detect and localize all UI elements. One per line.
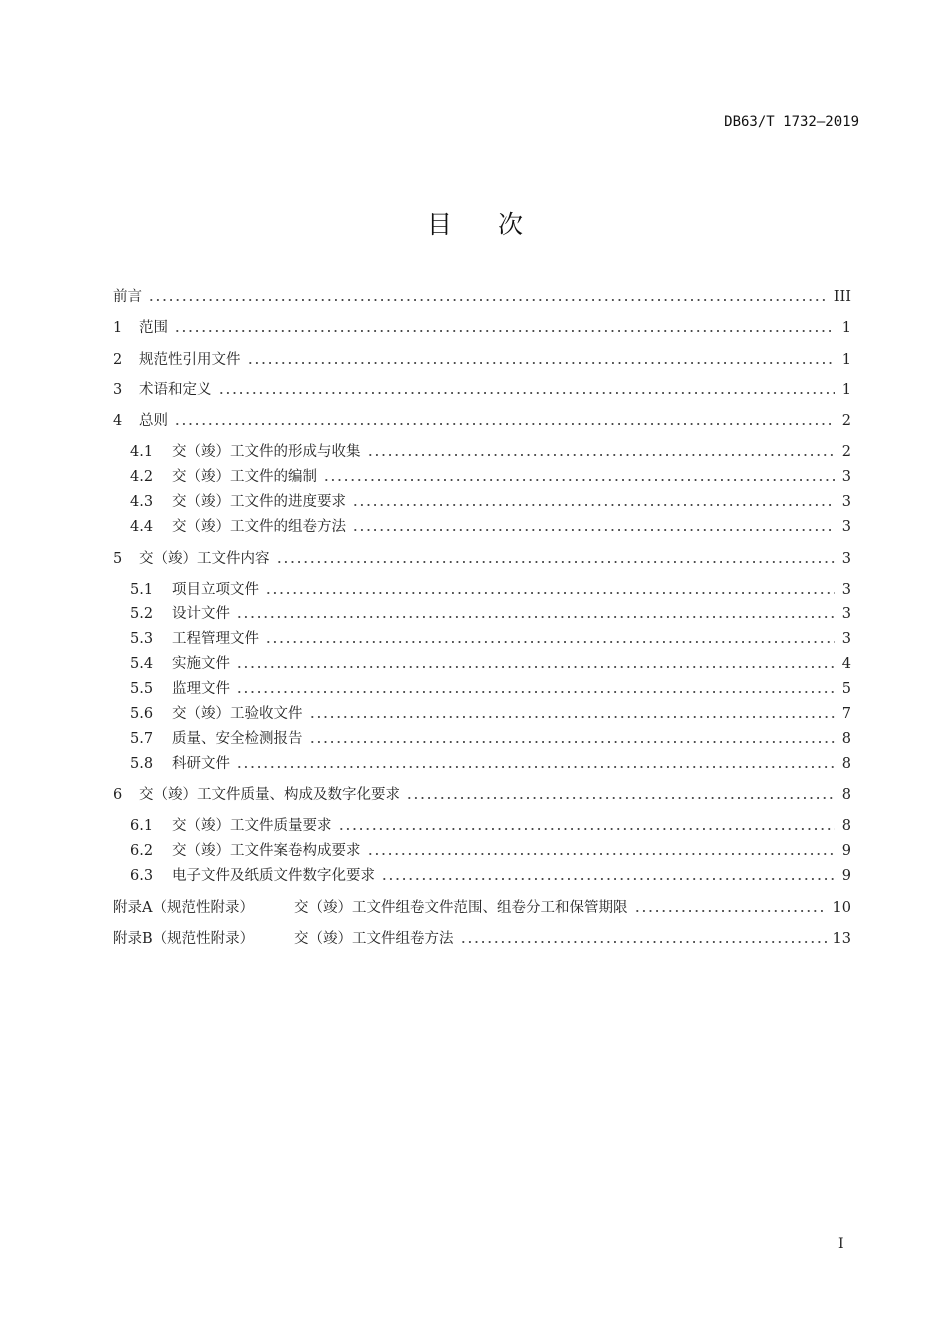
toc-entry[interactable] [113, 929, 851, 949]
dot-leader [309, 715, 836, 719]
toc-entry-number: 4.4 [130, 519, 154, 535]
toc-entry-page: 3 [841, 631, 851, 647]
toc-entry[interactable] [130, 629, 851, 649]
toc-entry-label: 交（竣）工文件质量要求 [172, 818, 332, 834]
toc-entry-number: 5 [113, 551, 123, 567]
toc-entry-page: 1 [841, 352, 851, 368]
toc-entry-label: 交（竣）工文件的组卷方法 [172, 519, 346, 535]
toc-entry-page: 8 [841, 787, 851, 803]
toc-entry-page: 8 [841, 818, 851, 834]
toc-entry-number: 6.1 [130, 818, 154, 834]
toc-entry-number: 5.5 [130, 681, 154, 697]
toc-entry-page: 1 [841, 382, 851, 398]
toc-entry-label: 交（竣）工文件的编制 [172, 469, 317, 485]
dot-leader [265, 591, 835, 595]
toc-entry[interactable] [130, 679, 851, 699]
toc-entry-number: 4.1 [130, 444, 154, 460]
toc-entry-label: 电子文件及纸质文件数字化要求 [172, 868, 375, 884]
toc-entry[interactable] [130, 816, 851, 836]
toc-entry-page: 4 [841, 656, 851, 672]
toc-entry-label: 交（竣）工文件组卷文件范围、组卷分工和保管期限 [294, 900, 628, 916]
toc-entry-page: 3 [841, 519, 851, 535]
toc-entry-label: 实施文件 [172, 656, 230, 672]
toc-entry[interactable] [113, 898, 851, 918]
dot-leader [236, 765, 835, 769]
toc-entry[interactable] [130, 580, 851, 600]
toc-entry[interactable] [130, 467, 851, 487]
toc-entry[interactable] [113, 411, 851, 431]
dot-leader [236, 690, 835, 694]
toc-entry-number: 5.4 [130, 656, 154, 672]
toc-entry-number: 4.2 [130, 469, 154, 485]
toc-entry[interactable] [130, 442, 851, 462]
toc-entry-label: 交（竣）工验收文件 [172, 706, 303, 722]
toc-entry-label: 范围 [139, 320, 168, 336]
toc-entry[interactable] [130, 754, 851, 774]
toc-entry-page: 2 [841, 444, 851, 460]
toc-entry-label: 工程管理文件 [172, 631, 259, 647]
toc-entry-page: 3 [841, 469, 851, 485]
page-title: 目次 [426, 210, 569, 239]
toc-entry-number: 5.3 [130, 631, 154, 647]
toc-entry-page: 3 [841, 551, 851, 567]
toc-entry-number: 附录B（规范性附录） [113, 931, 255, 947]
dot-leader [265, 640, 835, 644]
dot-leader [276, 560, 836, 564]
toc-entry[interactable] [113, 785, 851, 805]
dot-leader [309, 740, 836, 744]
dot-leader [460, 940, 827, 944]
toc-entry-label: 科研文件 [172, 756, 230, 772]
dot-leader [352, 503, 835, 507]
toc-entry-label: 规范性引用文件 [139, 352, 241, 368]
toc-entry-label: 前言 [113, 289, 142, 305]
dot-leader [634, 909, 827, 913]
toc-entry[interactable] [130, 492, 851, 512]
dot-leader [381, 877, 835, 881]
toc-entry-number: 6.3 [130, 868, 154, 884]
toc-entry-number: 5.7 [130, 731, 154, 747]
toc-entry-page: 3 [841, 606, 851, 622]
toc-entry-page: 2 [841, 413, 851, 429]
toc-entry-number: 附录A（规范性附录） [113, 900, 254, 916]
toc-entry-page: 13 [832, 931, 851, 947]
toc-entry[interactable] [130, 654, 851, 674]
dot-leader [148, 298, 828, 302]
toc-entry-page: III [833, 289, 851, 305]
toc-entry-number: 5.6 [130, 706, 154, 722]
toc-entry-label: 总则 [139, 413, 168, 429]
toc-entry-number: 5.2 [130, 606, 154, 622]
toc-entry-number: 5.1 [130, 582, 154, 598]
toc-entry-page: 8 [841, 731, 851, 747]
dot-leader [367, 852, 836, 856]
toc-entry-label: 项目立项文件 [172, 582, 259, 598]
toc-entry-page: 8 [841, 756, 851, 772]
toc-entry[interactable] [130, 841, 851, 861]
toc-entry-number: 6.2 [130, 843, 154, 859]
toc-entry-label: 交（竣）工文件的进度要求 [172, 494, 346, 510]
toc-entry[interactable] [113, 287, 851, 307]
toc-entry-page: 3 [841, 582, 851, 598]
dot-leader [236, 615, 835, 619]
toc-entry[interactable] [130, 866, 851, 886]
toc-entry[interactable] [113, 318, 851, 338]
toc-entry-number: 4.3 [130, 494, 154, 510]
dot-leader [236, 665, 835, 669]
toc-entry-label: 术语和定义 [139, 382, 212, 398]
toc-entry-number: 1 [113, 320, 123, 336]
dot-leader [352, 528, 835, 532]
toc-entry-page: 1 [841, 320, 851, 336]
dot-leader [174, 329, 835, 333]
toc-entry-number: 3 [113, 382, 123, 398]
page-number: I [838, 1236, 844, 1252]
toc-entry-page: 9 [841, 843, 851, 859]
toc-entry-label: 质量、安全检测报告 [172, 731, 303, 747]
toc-entry-page: 10 [832, 900, 851, 916]
dot-leader [247, 361, 836, 365]
toc-entry-label: 设计文件 [172, 606, 230, 622]
dot-leader [406, 796, 835, 800]
dot-leader [218, 391, 836, 395]
toc-entry[interactable] [130, 729, 851, 749]
toc-entry-label: 交（竣）工文件内容 [139, 551, 270, 567]
toc-entry-page: 7 [841, 706, 851, 722]
dot-leader [174, 422, 835, 426]
toc-entry[interactable] [130, 604, 851, 624]
dot-leader [367, 453, 836, 457]
toc-entry-label: 交（竣）工文件案卷构成要求 [172, 843, 361, 859]
toc-entry-page: 3 [841, 494, 851, 510]
toc-entry-label: 交（竣）工文件质量、构成及数字化要求 [139, 787, 400, 803]
toc-entry[interactable] [113, 549, 851, 569]
toc-entry[interactable] [130, 704, 851, 724]
dot-leader [323, 478, 835, 482]
toc-entry-number: 4 [113, 413, 123, 429]
toc-entry-page: 5 [841, 681, 851, 697]
standard-code: DB63/T 1732—2019 [724, 114, 859, 130]
toc-entry[interactable] [130, 517, 851, 537]
toc-entry[interactable] [113, 350, 851, 370]
toc-entry-label: 交（竣）工文件的形成与收集 [172, 444, 361, 460]
toc-entry-number: 2 [113, 352, 123, 368]
toc-entry-number: 6 [113, 787, 123, 803]
dot-leader [338, 827, 836, 831]
toc-entry-number: 5.8 [130, 756, 154, 772]
toc-entry-page: 9 [841, 868, 851, 884]
toc-entry-label: 监理文件 [172, 681, 230, 697]
toc-entry[interactable] [113, 380, 851, 400]
toc-entry-label: 交（竣）工文件组卷方法 [294, 931, 454, 947]
